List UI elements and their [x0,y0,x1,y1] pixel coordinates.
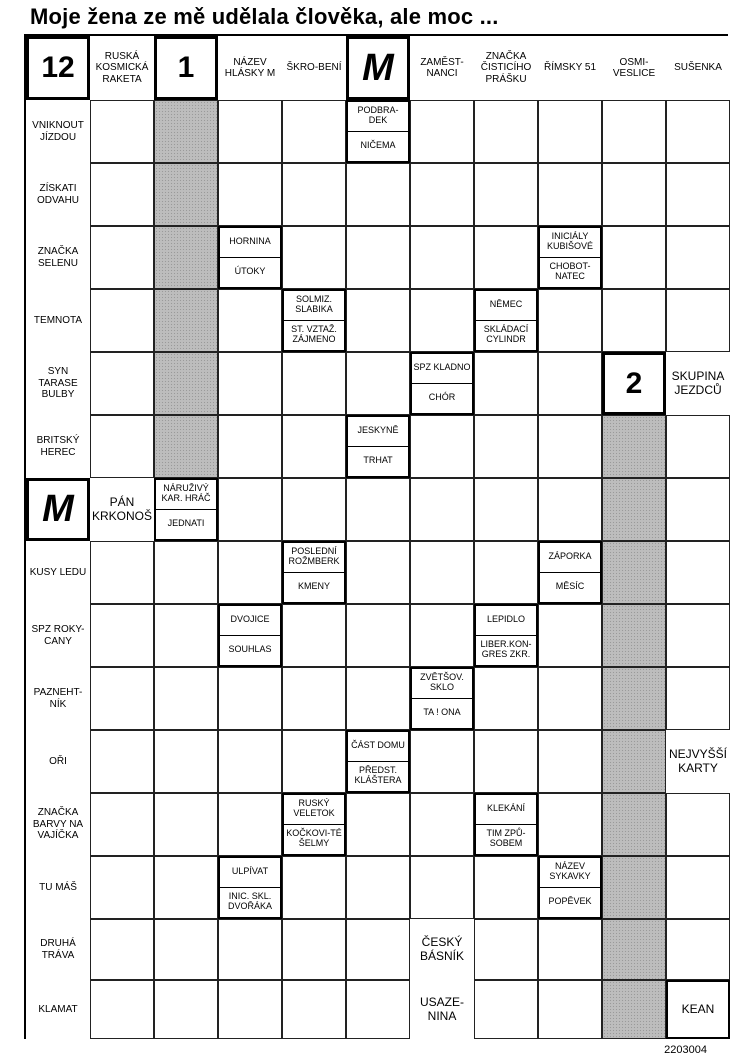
clue-cast-domu [346,730,410,793]
clue-posledni-rozmberk [282,541,346,604]
clue-dvojice-top: DVOJICE [220,606,280,636]
answer-cell[interactable] [90,100,154,163]
answer-cell[interactable] [602,478,666,541]
answer-cell[interactable] [154,100,218,163]
clue-naruzivy-top: NÁRUŽIVÝ KAR. HRÁČ [156,480,216,510]
clue-klamat: KLAMAT [26,980,90,1039]
answer-cell[interactable] [538,163,602,226]
marker-one: 1 [154,36,218,100]
answer-cell[interactable] [474,415,538,478]
answer-cell[interactable] [346,541,410,604]
clue-jeskyne-top: JESKYNĚ [348,417,408,447]
clue-klekani-top: KLEKÁNÍ [476,795,536,825]
clue-nicema: NIČEMA [360,140,396,151]
clue-zamestnanci: ZAMĚST-NANCI [410,36,474,100]
clue-solmiz [282,289,346,352]
answer-cell[interactable] [282,856,346,919]
answer-cell[interactable] [602,856,666,919]
answer-cell[interactable] [474,730,538,793]
answer-cell[interactable] [282,352,346,415]
answer-cell[interactable] [282,415,346,478]
answer-cell[interactable] [282,604,346,667]
clue-nazev-sykavky [538,856,602,919]
clue-spz-kladno [410,352,474,415]
answer-cell[interactable] [218,730,282,793]
answer-cell[interactable] [218,919,282,980]
clue-utoky: ÚTOKY [234,266,266,277]
clue-naruzivy [154,478,218,541]
answer-cell[interactable] [666,226,730,289]
answer-cell[interactable] [538,352,602,415]
answer-cell[interactable] [346,793,410,856]
clue-vztaz-zajmeno: ST. VZTAŽ. ZÁJMENO [291,324,337,345]
answer-cell[interactable] [154,415,218,478]
clue-klekani [474,793,538,856]
clue-hornina-top: HORNINA [220,228,280,258]
answer-cell[interactable] [282,919,346,980]
answer-cell[interactable] [346,352,410,415]
answer-cell[interactable] [282,667,346,730]
answer-cell[interactable] [602,415,666,478]
answer-cell[interactable] [154,919,218,980]
answer-cell[interactable] [410,541,474,604]
clue-podbradek-top: PODBRA-DEK [348,102,408,132]
answer-cell[interactable] [90,856,154,919]
clue-znacka-prasku: ZNAČKA ČISTICÍHO PRÁŠKU [474,36,538,100]
clue-rimsky-51: ŘÍMSKY 51 [538,36,602,100]
answer-cell[interactable] [218,289,282,352]
answer-cell[interactable] [282,226,346,289]
answer-cell[interactable] [602,793,666,856]
answer-cell[interactable] [90,667,154,730]
clue-inicialy [538,226,602,289]
clue-vniknout: VNIKNOUT JÍZDOU [26,100,90,163]
clue-znacka-selenu: ZNAČKA SELENU [26,226,90,289]
answer-cell[interactable] [666,541,730,604]
answer-cell[interactable] [410,730,474,793]
answer-cell[interactable] [538,730,602,793]
answer-cell[interactable] [474,919,538,980]
clue-rusky-veletok-top: RUSKÝ VELETOK [284,795,344,825]
clue-zaporka-top: ZÁPORKA [540,543,600,573]
clue-mesic: MĚSÍC [555,581,585,592]
answer-cell[interactable] [410,289,474,352]
clue-trhat: TRHAT [363,455,393,466]
answer-cell[interactable] [154,730,218,793]
answer-cell[interactable] [90,730,154,793]
answer-cell[interactable] [154,541,218,604]
clue-ori: OŘI [26,730,90,793]
answer-cell[interactable] [154,352,218,415]
answer-cell[interactable] [602,980,666,1039]
answer-cell[interactable] [602,541,666,604]
answer-cell[interactable] [154,856,218,919]
answer-cell[interactable] [282,163,346,226]
clue-skrobeni: ŠKRO-BENÍ [282,36,346,100]
corner-number: 12 [26,36,90,100]
clue-cast-domu-top: ČÁST DOMU [348,732,408,762]
answer-cell[interactable] [666,163,730,226]
answer-cell[interactable] [282,730,346,793]
clue-inic-dvoraka: INIC. SKL. DVOŘÁKA [227,891,272,912]
answer-cell[interactable] [666,919,730,980]
answer-cell[interactable] [538,604,602,667]
clue-cesky-basnik: ČESKÝ BÁSNÍK [410,919,474,980]
clue-tu-mas: TU MÁŠ [26,856,90,919]
answer-cell[interactable] [346,478,410,541]
answer-cell[interactable] [90,980,154,1039]
answer-cell[interactable] [602,919,666,980]
clue-ulpivat-top: ULPÍVAT [220,858,280,888]
answer-cell[interactable] [218,100,282,163]
answer-cell[interactable] [474,163,538,226]
answer-cell[interactable] [602,163,666,226]
clue-nejvyssi-karty: NEJVYŠŠÍ KARTY [666,730,730,793]
clue-tim-zpusobem: TIM ZPŮ-SOBEM [486,828,526,849]
marker-m-top: M [346,36,410,100]
answer-cell[interactable] [90,604,154,667]
answer-cell[interactable] [410,793,474,856]
clue-kmeny: KMENY [297,581,330,592]
clue-lepidlo [474,604,538,667]
answer-cell[interactable] [346,604,410,667]
clue-chor: CHÓR [428,392,456,403]
clue-ulpivat [218,856,282,919]
answer-cell[interactable] [410,478,474,541]
answer-cell[interactable] [410,163,474,226]
answer-cell[interactable] [538,100,602,163]
crossword-grid [24,34,728,1039]
answer-cell[interactable] [90,793,154,856]
answer-cell[interactable] [538,415,602,478]
answer-cell[interactable] [218,352,282,415]
clue-podbradek [346,100,410,163]
puzzle-title: Moje žena ze mě udělala člověka, ale moc ... [30,4,499,29]
clue-usazenina: USAZE-NINA [410,980,474,1039]
answer-cell[interactable] [666,100,730,163]
clue-zvetsov-top: ZVĚTŠOV. SKLO [412,669,472,699]
answer-cell[interactable] [666,415,730,478]
answer-cell[interactable] [474,667,538,730]
clue-osmiveslice: OSMI-VESLICE [602,36,666,100]
answer-cell[interactable] [474,100,538,163]
answer-cell[interactable] [474,226,538,289]
clue-chobotnatec: CHOBOT-NATEC [549,261,591,282]
answer-cell[interactable] [218,478,282,541]
clue-ta-ona: TA ! ONA [423,707,461,718]
answer-cell[interactable] [410,856,474,919]
marker-m-left: M [26,478,90,541]
answer-cell[interactable] [602,730,666,793]
answer-cell[interactable] [154,289,218,352]
answer-cell[interactable] [154,793,218,856]
answer-cell[interactable] [282,100,346,163]
clue-skupina-jezdcu: SKUPINA JEZDCŮ [666,352,730,415]
answer-cell[interactable] [346,856,410,919]
answer-cell[interactable] [474,856,538,919]
clue-nemec-top: NĚMEC [476,291,536,321]
answer-cell[interactable] [346,980,410,1039]
answer-cell[interactable] [538,289,602,352]
answer-cell[interactable] [538,478,602,541]
clue-nazev-hlasky: NÁZEV HLÁSKY M [218,36,282,100]
answer-cell[interactable] [538,980,602,1039]
answer-cell[interactable] [346,919,410,980]
clue-skladaci-cylindr: SKLÁDACÍ CYLINDR [483,324,529,345]
clue-kean: KEAN [666,980,730,1039]
answer-cell[interactable] [538,793,602,856]
clue-souhlas: SOUHLAS [228,644,272,655]
answer-cell[interactable] [218,541,282,604]
answer-cell[interactable] [346,226,410,289]
clue-druha-trava: DRUHÁ TRÁVA [26,919,90,980]
clue-spz-kladno-top: SPZ KLADNO [412,354,472,384]
clue-spz-rokycany: SPZ ROKY-CANY [26,604,90,667]
answer-cell[interactable] [474,352,538,415]
clue-britsky-herec: BRITSKÝ HEREC [26,415,90,478]
clue-liber-kongres: LIBER.KON-GRES ZKR. [480,639,532,660]
clue-kusy-ledu: KUSY LEDU [26,541,90,604]
marker-two: 2 [602,352,666,415]
clue-pan-krkonos: PÁN KRKONOŠ [90,478,154,541]
answer-cell[interactable] [346,289,410,352]
answer-cell[interactable] [218,667,282,730]
clue-kockovite-selmy: KOČKOVI-TÉ ŠELMY [286,828,342,849]
answer-cell[interactable] [666,856,730,919]
answer-cell[interactable] [282,478,346,541]
answer-cell[interactable] [154,980,218,1039]
answer-cell[interactable] [602,667,666,730]
answer-cell[interactable] [602,226,666,289]
answer-cell[interactable] [602,289,666,352]
clue-dvojice [218,604,282,667]
clue-nemec [474,289,538,352]
answer-cell[interactable] [90,352,154,415]
clue-jeskyne [346,415,410,478]
answer-cell[interactable] [282,980,346,1039]
answer-cell[interactable] [410,100,474,163]
answer-cell[interactable] [410,226,474,289]
answer-cell[interactable] [90,541,154,604]
clue-nazev-sykavky-top: NÁZEV SYKAVKY [540,858,600,888]
answer-cell[interactable] [410,415,474,478]
answer-cell[interactable] [90,289,154,352]
clue-hornina [218,226,282,289]
answer-cell[interactable] [218,415,282,478]
answer-cell[interactable] [666,289,730,352]
answer-cell[interactable] [154,163,218,226]
clue-ruska-raketa: RUSKÁ KOSMICKÁ RAKETA [90,36,154,100]
answer-cell[interactable] [538,919,602,980]
clue-susenka: SUŠENKA [666,36,730,100]
answer-cell[interactable] [602,100,666,163]
clue-ziskati: ZÍSKATI ODVAHU [26,163,90,226]
answer-cell[interactable] [346,667,410,730]
clue-jednati: JEDNATI [167,518,205,529]
clue-znacka-barvy: ZNAČKA BARVY NA VAJÍČKA [26,793,90,856]
answer-cell[interactable] [90,919,154,980]
answer-cell[interactable] [474,980,538,1039]
clue-popevek: POPĚVEK [548,896,592,907]
answer-cell[interactable] [90,415,154,478]
answer-cell[interactable] [410,604,474,667]
answer-cell[interactable] [90,163,154,226]
clue-zaporka [538,541,602,604]
clue-rusky-veletok [282,793,346,856]
answer-cell[interactable] [90,226,154,289]
clue-lepidlo-top: LEPIDLO [476,606,536,636]
clue-syn-tarase: SYN TARASE BULBY [26,352,90,415]
answer-cell[interactable] [666,793,730,856]
clue-predst-klastera: PŘEDST. KLÁŠTERA [354,765,402,786]
answer-cell[interactable] [218,980,282,1039]
answer-cell[interactable] [218,163,282,226]
answer-cell[interactable] [154,226,218,289]
answer-cell[interactable] [474,478,538,541]
answer-cell[interactable] [218,793,282,856]
clue-zvetsov-sklo [410,667,474,730]
clue-inicialy-top: INICIÁLY KUBIŠOVÉ [540,228,600,258]
answer-cell[interactable] [666,604,730,667]
answer-cell[interactable] [602,604,666,667]
answer-cell[interactable] [538,667,602,730]
clue-solmiz-top: SOLMIZ. SLABIKA [284,291,344,321]
clue-temnota: TEMNOTA [26,289,90,352]
answer-cell[interactable] [154,604,218,667]
answer-cell[interactable] [666,667,730,730]
answer-cell[interactable] [346,163,410,226]
clue-paznehtnik: PAZNEHT-NÍK [26,667,90,730]
answer-cell[interactable] [666,478,730,541]
clue-posledni-top: POSLEDNÍ ROŽMBERK [284,543,344,573]
answer-cell[interactable] [474,541,538,604]
puzzle-code: 2203004 [664,1044,707,1056]
answer-cell[interactable] [154,667,218,730]
